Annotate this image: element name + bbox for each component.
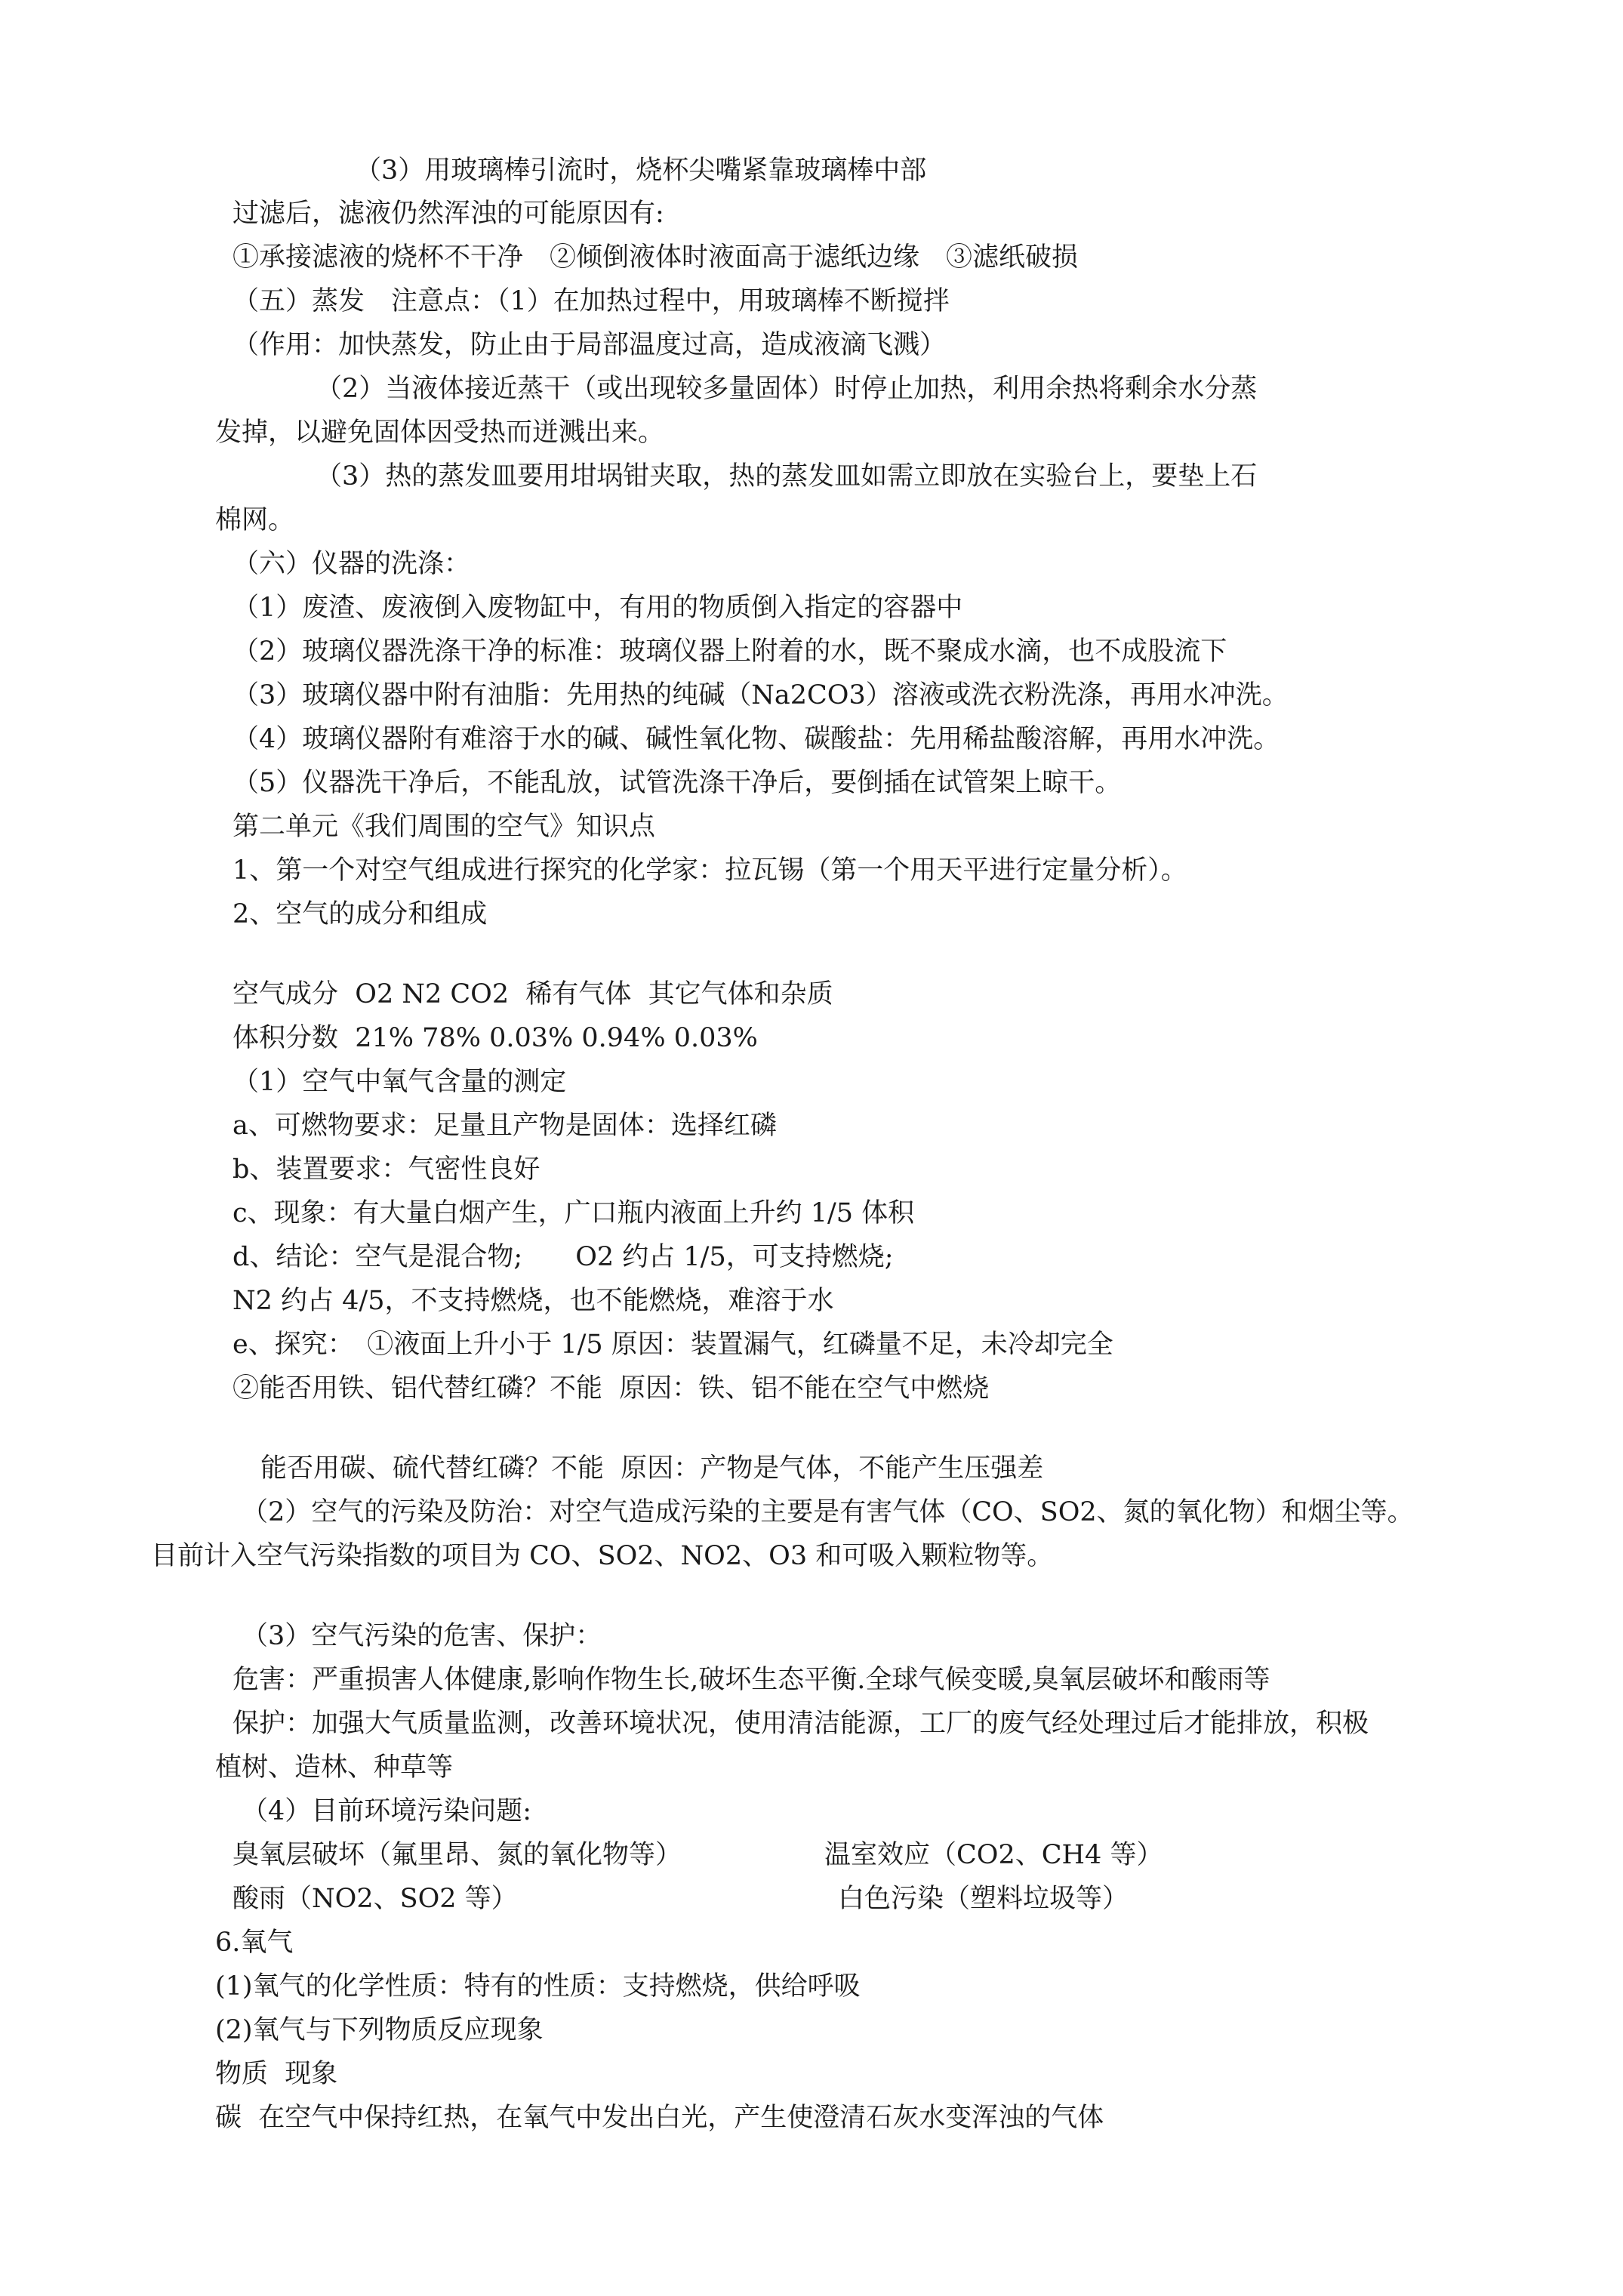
text-line: （2）当液体接近蒸干（或出现较多量固体）时停止加热，利用余热将剩余水分蒸 <box>316 374 1258 404</box>
text-line: ②能否用铁、铝代替红磷？不能 原因：铁、铝不能在空气中燃烧 <box>233 1373 990 1404</box>
text-line: （4）目前环境污染问题: <box>242 1796 532 1826</box>
text-line: （1）空气中氧气含量的测定 <box>233 1067 567 1097</box>
section-heading: （五）蒸发 注意点：（1）在加热过程中，用玻璃棒不断搅拌 <box>233 286 950 316</box>
text-line: a、可燃物要求：足量且产物是固体：选择红磷 <box>233 1111 777 1141</box>
text-line: （3）热的蒸发皿要用坩埚钳夹取，热的蒸发皿如需立即放在实验台上，要垫上石 <box>316 461 1258 492</box>
text-line: ①承接滤液的烧杯不干净 ②倾倒液体时液面高于滤纸边缘 ③滤纸破损 <box>233 242 1079 273</box>
section-heading: （六）仪器的洗涤： <box>233 549 471 579</box>
text-line: 白色污染（塑料垃圾等） <box>838 1884 1129 1914</box>
text-line: 体积分数 21% 78% 0.03% 0.94% 0.03% <box>233 1023 758 1053</box>
text-line: c、现象：有大量白烟产生，广口瓶内液面上升约 1/5 体积 <box>233 1198 915 1228</box>
text-line: （3）空气污染的危害、保护： <box>242 1621 602 1651</box>
text-line: 保护：加强大气质量监测，改善环境状况，使用清洁能源，工厂的废气经处理过后才能排放，积极 <box>233 1709 1369 1739</box>
text-line: 温室效应（CO2、CH4 等） <box>824 1840 1163 1870</box>
text-line: （2）玻璃仪器洗涤干净的标准：玻璃仪器上附着的水，既不聚成水滴，也不成股流下 <box>233 636 1227 667</box>
text-line: 棉网。 <box>215 505 295 535</box>
text-line: 碳 在空气中保持红热，在氧气中发出白光，产生使澄清石灰水变浑浊的气体 <box>215 2103 1104 2133</box>
text-line: d、结论：空气是混合物; O2 约占 1/5，可支持燃烧; <box>233 1242 894 1272</box>
unit-title: 第二单元《我们周围的空气》知识点 <box>233 812 656 842</box>
text-line: （4）玻璃仪器附有难溶于水的碱、碱性氧化物、碳酸盐：先用稀盐酸溶解，再用水冲洗。 <box>233 724 1280 754</box>
text-line: b、装置要求：气密性良好 <box>233 1154 540 1185</box>
text-line: 危害：严重损害人体健康,影响作物生长,破坏生态平衡.全球气候变暖,臭氧层破坏和酸雨等 <box>233 1665 1270 1695</box>
text-line: N2 约占 4/5，不支持燃烧，也不能燃烧，难溶于水 <box>233 1286 834 1316</box>
text-line: 过滤后，滤液仍然浑浊的可能原因有: <box>233 199 664 229</box>
text-line: (2)氧气与下列物质反应现象 <box>215 2015 544 2045</box>
text-line: （作用：加快蒸发，防止由于局部温度过高，造成液滴飞溅） <box>233 330 947 360</box>
text-line: 目前计入空气污染指数的项目为 CO、SO2、NO2、O3 和可吸入颗粒物等。 <box>151 1541 1054 1571</box>
text-line: 2、空气的成分和组成 <box>233 899 488 929</box>
text-line: 物质 现象 <box>215 2059 338 2089</box>
text-line: 臭氧层破坏（氟里昂、氮的氧化物等） <box>233 1840 682 1870</box>
text-line: 发掉，以避免固体因受热而迸溅出来。 <box>215 418 665 448</box>
text-line: 1、第一个对空气组成进行探究的化学家：拉瓦锡（第一个用天平进行定量分析）。 <box>233 855 1187 886</box>
text-line: 酸雨（NO2、SO2 等） <box>233 1884 518 1914</box>
text-line: （5）仪器洗干净后，不能乱放，试管洗涤干净后，要倒插在试管架上晾干。 <box>233 768 1122 798</box>
text-line: e、探究： ①液面上升小于 1/5 原因：装置漏气，红磷量不足，未冷却完全 <box>233 1330 1113 1360</box>
text-line: 能否用碳、硫代替红磷？不能 原因：产物是气体，不能产生压强差 <box>260 1453 1044 1484</box>
text-line: （2）空气的污染及防治：对空气造成污染的主要是有害气体（CO、SO2、氮的氧化物）和烟尘等。 <box>242 1497 1414 1527</box>
text-line: 植树、造林、种草等 <box>215 1752 454 1783</box>
text-line: （1）废渣、废液倒入废物缸中，有用的物质倒入指定的容器中 <box>233 593 963 623</box>
text-line: 空气成分 O2 N2 CO2 稀有气体 其它气体和杂质 <box>233 979 833 1009</box>
text-line: (1)氧气的化学性质：特有的性质：支持燃烧，供给呼吸 <box>215 1971 861 2002</box>
text-line: （3）用玻璃棒引流时，烧杯尖嘴紧靠玻璃棒中部 <box>355 156 927 186</box>
text-line: （3）玻璃仪器中附有油脂：先用热的纯碱（Na2CO3）溶液或洗衣粉洗涤，再用水冲洗。 <box>233 680 1289 710</box>
section-heading: 6.氧气 <box>215 1928 294 1958</box>
